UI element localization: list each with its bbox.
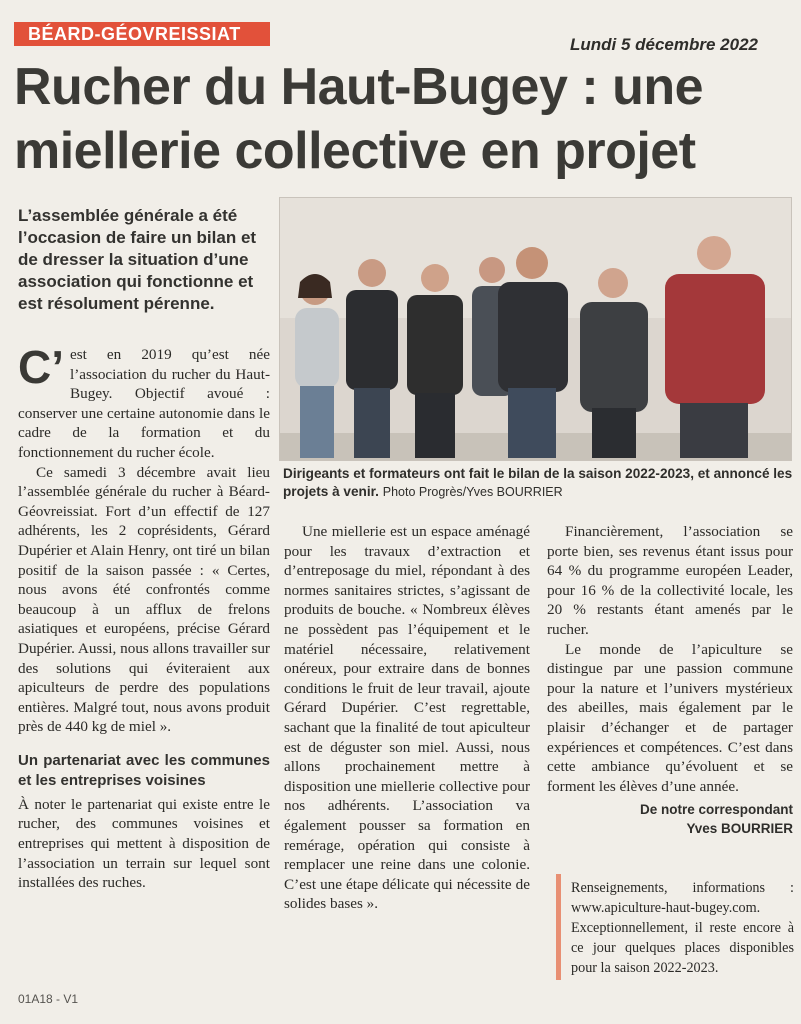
group-photo: [279, 197, 792, 461]
headline: [14, 55, 794, 183]
paragraph-passion: Le monde de l’apiculture se distingue par une passion commune pour la nature et l’univers mystérieux des abeilles, mais également par le plaisir d’échanger et de partager expériences et compétences. C’est dans cette ambiance qu’évoluent et se forment les élèves d’une année.: [547, 640, 793, 795]
paragraph-miellerie: Une miellerie est un espace aménagé pour les travaux d’extraction et d’entreposage du miel, répondant à des normes sanitaires strictes, s’agissant de produits de bouche. « Nombreux élèves ne possèdent pas l’équipement et le matériel nécessaire, relativement onéreux, pour extraire dans de bonnes conditions le fruit de leur travail, ajoute Gérard Dupérier. C’est regrettable, sachant que la finalité de tout apiculteur est de déguster son miel. Aussi, nous allons prochainement mettre à disposition une miellerie collective pour nos adhérents. L’association va également pousser sa formation en remérage, opération qui consiste à remplacer une reine dans une colonie. C’est une étape délicate qui nécessite de solides bases ».: [284, 523, 530, 913]
paragraph-assembly: Ce samedi 3 décembre avait lieu l’assemblée générale du rucher à Béard-Géovreissiat. Fort d’un effectif de 127 adhérents, les 2 coprésidents, Gérard Dupérier et Alain Henry, ont tiré un bilan positif de la saison passée : « Certes, nous avons été confrontés comme beaucoup à un afflux de frelons asiatiques et européens, précise Gérard Dupérier. Aussi, nous allons travailler sur des solutions qui éviteraient aux apiculteurs de perdre des populations entières. Malgré tout, nous avons produit près de 440 kg de miel ».: [18, 463, 270, 736]
photo-caption: [283, 465, 793, 501]
paragraph-partnership: À noter le partenariat qui existe entre le rucher, des communes voisines et entreprises qui mettent à disposition de l’association un terrain sur lequel sont installées des ruches.: [18, 795, 270, 892]
byline-name: Yves BOURRIER: [686, 821, 793, 837]
byline: [547, 800, 793, 838]
publication-date: Lundi 5 décembre 2022: [569, 35, 758, 54]
lead-paragraph: L’assemblée générale a été l’occasion de faire un bilan et de dresser la situation d’une association qui fonctionne et est résolument pérenne.: [18, 206, 257, 313]
paragraph-finances: Financièrement, l’association se porte bien, ses revenus étant issus pour 64 % du programme européen Leader, pour 16 % de la collectivité locale, les 20 % restants étant amenés par le rucher.: [547, 523, 793, 638]
info-box: Renseignements, informations : www.apiculture-haut-bugey.com. Exceptionnellement, il reste encore à ce jour quelques places disponibles pour la saison 2022-2023.: [556, 874, 794, 980]
subheading: Un partenariat avec les communes et les entreprises voisines: [18, 751, 270, 789]
caption-text: Dirigeants et formateurs ont fait le bilan de la saison 2022-2023, et annoncé les projets à venir.: [283, 466, 793, 499]
column-3: [547, 522, 793, 838]
headline-line-2: miellerie collective en projet: [14, 122, 696, 180]
paragraph-intro: C’ est en 2019 qu’est née l’association du rucher du Haut-Bugey. Objectif avoué : conserver une certaine autonomie dans le cadre de la formation et du fonctionnement du rucher école.: [18, 341, 270, 461]
page-folio: 01A18 - V1: [18, 992, 79, 1006]
group-photo-illustration: [280, 198, 791, 460]
photo-credit: Photo Progrès/Yves BOURRIER: [382, 485, 563, 499]
column-1: [18, 341, 270, 893]
dropcap: C’: [18, 341, 64, 393]
headline-line-1: Rucher du Haut-Bugey : une: [14, 58, 704, 116]
byline-role: De notre correspondant: [639, 802, 793, 818]
column-2: [284, 522, 530, 914]
section-kicker: BÉARD-GÉOVREISSIAT: [14, 22, 270, 46]
